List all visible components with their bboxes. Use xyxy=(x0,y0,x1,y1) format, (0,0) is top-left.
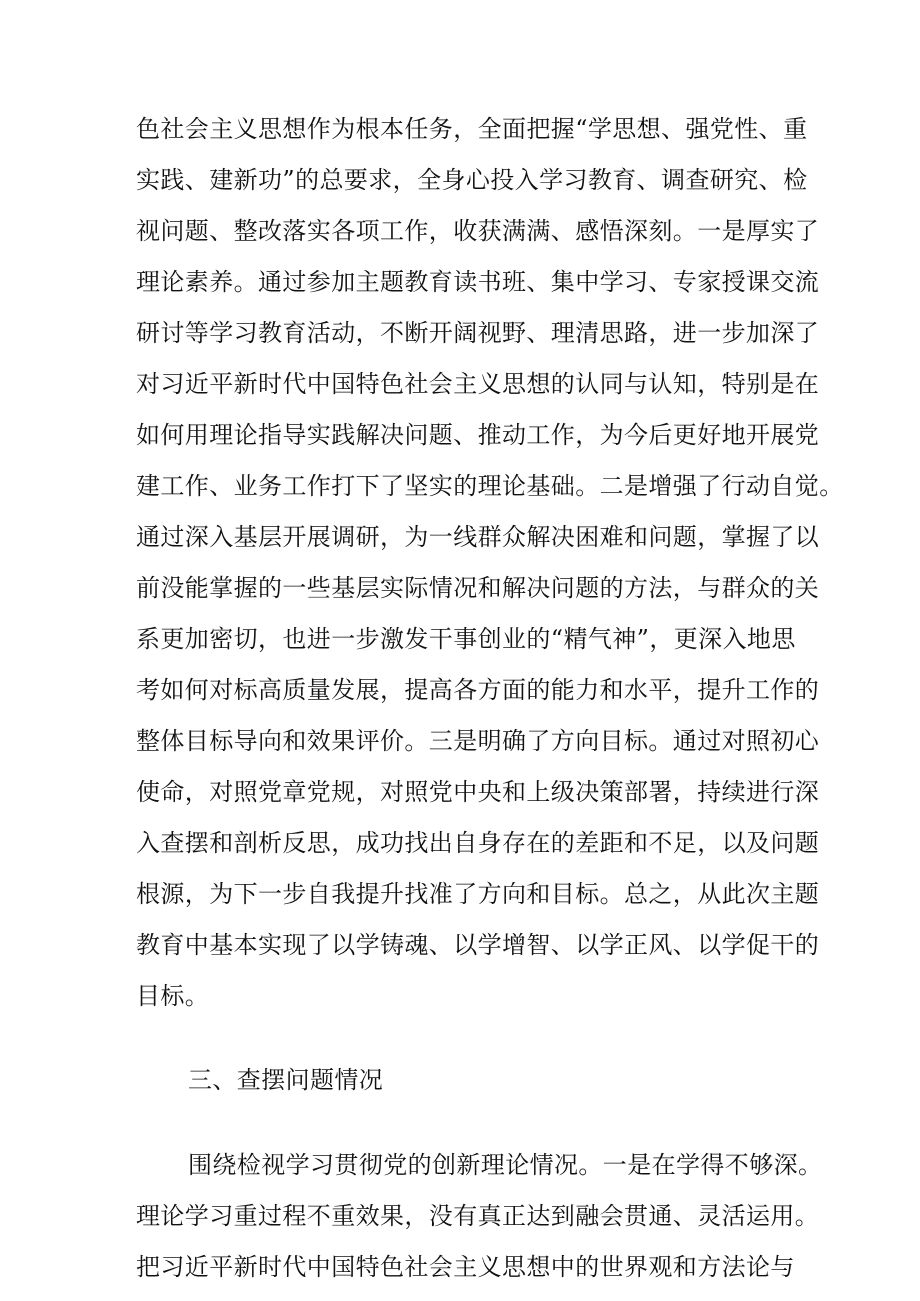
paragraph-line: 视问题、整改落实各项工作，收获满满、感悟深刻。一是厚实了 xyxy=(136,217,820,245)
paragraph-line: 整体目标导向和效果评价。三是明确了方向目标。通过对照初心 xyxy=(136,727,820,755)
paragraph-line: 把习近平新时代中国特色社会主义思想中的世界观和方法论与 xyxy=(136,1253,795,1281)
paragraph-line: 通过深入基层开展调研，为一线群众解决困难和问题，掌握了以 xyxy=(136,523,820,551)
paragraph-line: 实践、建新功”的总要求，全身心投入学习教育、调查研究、检 xyxy=(136,166,808,194)
paragraph-line: 围绕检视学习贯彻党的创新理论情况。一是在学得不够深。 xyxy=(188,1151,823,1179)
paragraph-line: 理论学习重过程不重效果，没有真正达到融会贯通、灵活运用。 xyxy=(136,1202,820,1230)
paragraph-line: 入查摆和剖析反思，成功找出自身存在的差距和不足，以及问题 xyxy=(136,829,820,857)
paragraph-line: 前没能掌握的一些基层实际情况和解决问题的方法，与群众的关 xyxy=(136,574,820,602)
paragraph-line: 对习近平新时代中国特色社会主义思想的认同与认知，特别是在 xyxy=(136,370,820,398)
paragraph-line: 色社会主义思想作为根本任务，全面把握“学思想、强党性、重 xyxy=(136,115,808,143)
paragraph-line: 系更加密切，也进一步激发干事创业的“精气神”，更深入地思 xyxy=(136,625,796,653)
paragraph-line: 根源，为下一步自我提升找准了方向和目标。总之，从此次主题 xyxy=(136,880,820,908)
paragraph-line: 如何用理论指导实践解决问题、推动工作，为今后更好地开展党 xyxy=(136,421,820,449)
section-heading: 三、查摆问题情况 xyxy=(188,1066,384,1094)
paragraph-line: 建工作、业务工作打下了坚实的理论基础。二是增强了行动自觉。 xyxy=(136,472,844,500)
paragraph-line: 使命，对照党章党规，对照党中央和上级决策部署，持续进行深 xyxy=(136,778,820,806)
paragraph-line: 考如何对标高质量发展，提高各方面的能力和水平，提升工作的 xyxy=(136,676,820,704)
paragraph-line: 目标。 xyxy=(136,982,210,1010)
paragraph-line: 教育中基本实现了以学铸魂、以学增智、以学正风、以学促干的 xyxy=(136,931,820,959)
paragraph-line: 理论素养。通过参加主题教育读书班、集中学习、专家授课交流 xyxy=(136,268,820,296)
paragraph-line: 研讨等学习教育活动，不断开阔视野、理清思路，进一步加深了 xyxy=(136,319,820,347)
